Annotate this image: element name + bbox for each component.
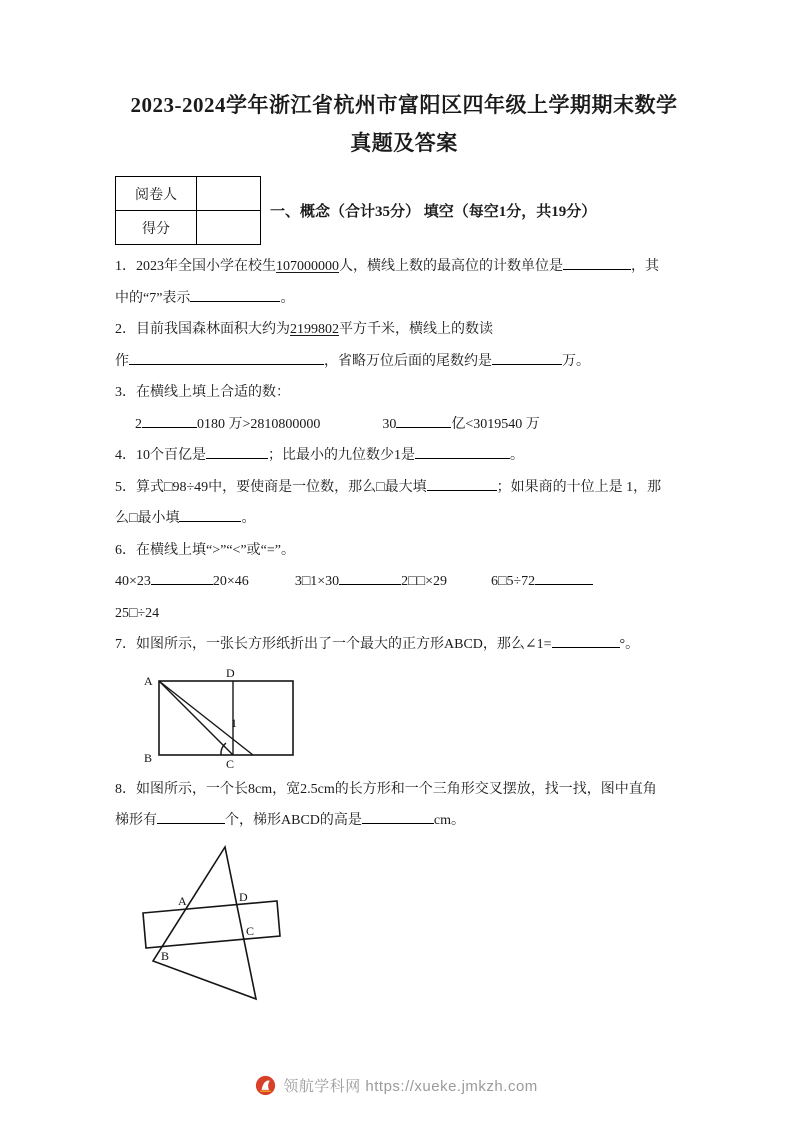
q1-seg-c: ，其 (631, 259, 659, 274)
q6-blank-3 (535, 571, 593, 585)
footer-site-text: 领航学科网 https://xueke.jmkzh.com (283, 1078, 538, 1095)
question-7 (115, 629, 693, 661)
q2-seg-d: ，省略万位后面的尾数约是 (324, 353, 492, 369)
fig8-label-a: A (178, 893, 187, 908)
q6-expr-1b: 20×46 (212, 574, 249, 589)
question-1 (115, 251, 693, 314)
q1-blank-1 (563, 256, 631, 270)
q6-expr-3a: 6□5÷72 (490, 574, 536, 589)
fig8-triangle (153, 847, 256, 999)
site-logo-icon (255, 1075, 276, 1096)
fig7-angle-arc (221, 743, 226, 755)
q1-seg-a: 1．2023年全国小学在校生 (115, 259, 276, 274)
q5-seg-d: 。 (241, 511, 256, 526)
q1-underlined-number: 107000000 (276, 259, 339, 274)
fig8-label-b: B (161, 948, 170, 963)
question-3-line-2 (115, 409, 693, 441)
q2-blank-1 (129, 351, 324, 365)
q4-seg-a: 4．10个百亿是 (115, 448, 206, 463)
q6-spacer-2 (447, 584, 491, 585)
q7-seg-a: 7．如图所示，一张长方形纸折出了一个最大的正方形ABCD，那么∠1= (115, 637, 552, 652)
q3-seg-d: 30 (382, 416, 397, 432)
q8-seg-c: 个，梯形ABCD的高是 (225, 813, 362, 828)
grader-value-cell (197, 177, 261, 211)
fig8-rectangle (143, 901, 280, 948)
q5-seg-b: ；如果商的十位上是 1，那 (496, 479, 662, 495)
q4-blank-2 (415, 445, 510, 459)
title-line-2: 真题及答案 (350, 131, 458, 155)
score-value-cell (197, 211, 261, 245)
q6-seg-a: 6．在横线上填“>”“<”或“=”。 (115, 542, 295, 558)
fig7-label-b: B (144, 750, 153, 765)
score-table-row (115, 176, 693, 245)
score-table (115, 176, 261, 245)
q8-seg-b: 梯形有 (115, 813, 157, 828)
q8-seg-d: cm。 (433, 813, 466, 828)
questions-list (115, 251, 693, 1013)
q6-spacer-1 (249, 584, 295, 585)
q3-spacer (320, 427, 382, 428)
q1-seg-e: 。 (280, 290, 295, 306)
fig7-angle-label: 1 (231, 715, 237, 730)
q5-blank-1 (427, 477, 497, 491)
q3-blank-1 (142, 414, 197, 428)
q6-expr-2a: 3□1×30 (294, 574, 340, 589)
q6-blank-1 (151, 571, 213, 585)
q8-blank-1 (157, 810, 225, 824)
q2-seg-c: 作 (115, 353, 129, 369)
question-3 (115, 377, 693, 409)
q5-seg-c: 么□最小填 (115, 511, 180, 526)
q8-blank-2 (362, 810, 434, 824)
q6-expr-2b: 2□□×29 (401, 574, 447, 589)
q3-seg-a: 3．在横线上填上合适的数： (115, 385, 290, 400)
q4-seg-b: ；比最小的九位数少1是 (268, 448, 415, 463)
title-line-1: 2023-2024学年浙江省杭州市富阳区四年级上学期期末数学 (130, 93, 678, 117)
fig7-label-c: C (226, 756, 235, 770)
q3-seg-c: 0180 万>2810800000 (197, 416, 321, 432)
page-title (115, 86, 693, 162)
question-8 (115, 774, 693, 837)
q1-seg-d: 中的“7”表示 (115, 290, 191, 306)
q3-seg-e: 亿<3019540 万 (451, 416, 540, 432)
q2-seg-e: 万。 (562, 353, 590, 369)
q8-seg-a: 8．如图所示，一个长8cm，宽2.5cm的长方形和一个三角形交叉摆放，找一找，图中直角 (115, 781, 657, 797)
q3-blank-2 (396, 414, 451, 428)
q3-seg-b: 2 (135, 416, 142, 432)
q5-blank-2 (179, 508, 241, 522)
figure-q8 (141, 841, 693, 1013)
q6-expr-1a: 40×23 (115, 574, 151, 589)
fig8-label-c: C (246, 923, 255, 938)
q2-seg-a: 2．目前我国森林面积大约为 (115, 322, 290, 337)
fig7-fold-line (159, 681, 253, 755)
page-footer (0, 1075, 793, 1096)
fig7-label-a: A (144, 673, 153, 688)
q4-blank-1 (206, 445, 268, 459)
q1-seg-b: 人，横线上数的最高位的计数单位是 (339, 259, 563, 274)
q4-seg-c: 。 (510, 448, 524, 463)
fig7-label-d: D (226, 665, 235, 680)
q1-blank-2 (190, 288, 280, 302)
q2-blank-2 (492, 351, 562, 365)
fig7-drawing (141, 665, 311, 770)
grader-label-cell: 阅卷人 (116, 177, 197, 211)
q6-expr-3b: 25□÷24 (115, 605, 160, 621)
fig7-diagonal-ac (159, 681, 233, 755)
q2-underlined-number: 2199802 (290, 322, 339, 337)
question-6 (115, 535, 693, 630)
question-2 (115, 314, 693, 377)
figure-q7 (141, 665, 693, 770)
fig8-label-d: D (239, 889, 248, 904)
section-heading: 一、概念（合计35分） 填空（每空1分，共19分） (270, 204, 597, 220)
q6-blank-2 (339, 571, 401, 585)
q7-seg-b: °。 (619, 637, 640, 652)
fig8-drawing (141, 841, 301, 1013)
score-label-cell: 得分 (116, 211, 197, 245)
q7-blank-1 (552, 634, 620, 648)
q5-seg-a: 5．算式□98÷49中，要使商是一位数，那么□最大填 (115, 479, 427, 495)
q2-seg-b: 平方千米，横线上的数读 (339, 322, 493, 337)
question-5 (115, 472, 693, 535)
question-4 (115, 440, 693, 472)
